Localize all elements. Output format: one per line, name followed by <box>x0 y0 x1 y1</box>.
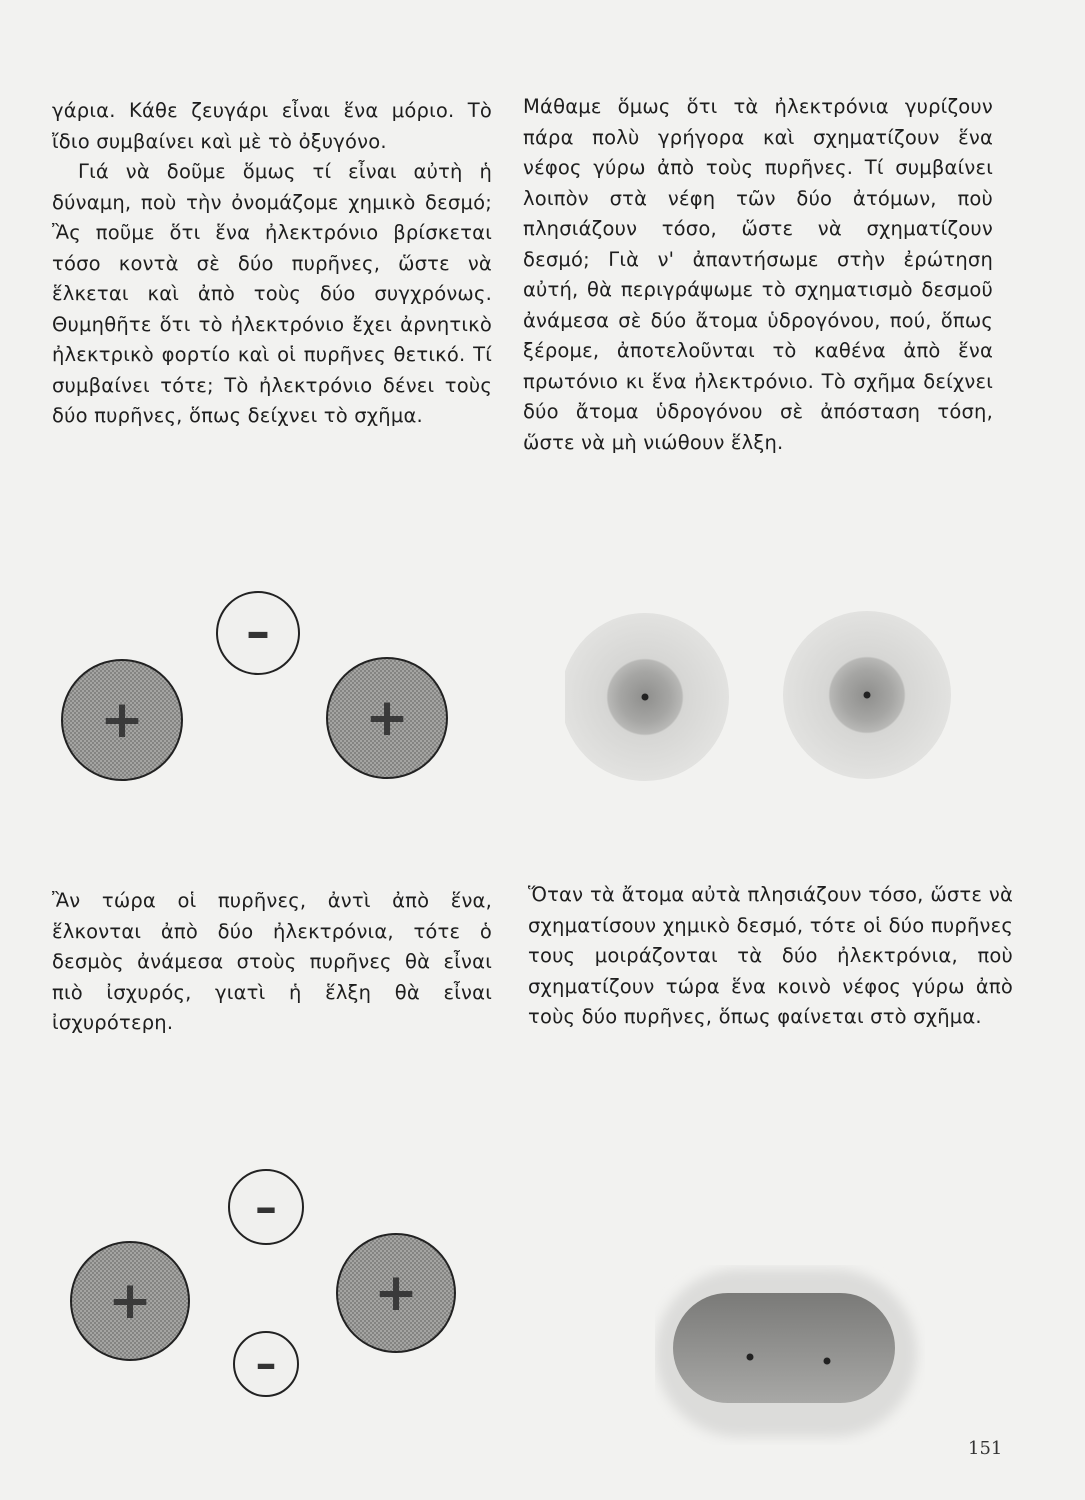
minus-sign: – <box>255 1339 277 1388</box>
paragraph: Γιά νὰ δοῦμε ὅμως τί εἶναι αὐτὴ ἡ δύναμη, ποὺ τὴν ὀνομάζομε χημικὸ δεσμό; Ἂς ποῦμε ὅτι ἕνα ἠλεκτρόνιο βρίσκεται τόσο κοντὰ σὲ δύο πυρῆνες, ὥστε νὰ ἕλκεται καὶ ἀπὸ τοὺς δύο συγχρόνως. Θυμηθῆτε ὅτι τὸ ἠλεκτρόνιο ἔχει ἀρνητικὸ ἠλεκτρικὸ φορτίο καὶ οἱ πυρῆνες θετικό. Τί συμβαίνει τότε; Τὸ ἠλεκτρόνιο δένει τοὺς δύο πυρῆνες, ὅπως δείχνει τὸ σχῆμα. <box>52 160 492 427</box>
plus-sign: + <box>100 690 144 750</box>
minus-sign: – <box>255 1182 277 1233</box>
text-column-right-bottom <box>528 880 1013 1033</box>
hydrogen-atom-right <box>783 611 951 779</box>
electron <box>217 592 299 674</box>
nucleus-dot <box>864 692 871 699</box>
minus-sign: – <box>246 604 270 660</box>
nucleus-dot <box>747 1354 754 1361</box>
nucleus-dot <box>642 694 649 701</box>
nucleus-dot <box>824 1358 831 1365</box>
paragraph: Ἂν τώρα οἱ πυρῆνες, ἀντὶ ἀπὸ ἕνα, ἕλκονται ἀπὸ δύο ἠλεκτρόνια, τότε ὁ δεσμὸς ἀνάμεσα στοὺς πυρῆνες θὰ εἶναι πιὸ ἰσχυρός, γιατὶ ἡ ἕλξη θὰ εἶναι ἰσχυρότερη. <box>52 889 492 1034</box>
electron <box>234 1332 298 1396</box>
electron <box>229 1170 303 1244</box>
text-column-right-top <box>523 92 993 458</box>
paragraph: Μάθαμε ὅμως ὅτι τὰ ἠλεκτρόνια γυρίζουν πάρα πολὺ γρήγορα καὶ σχηματίζουν ἕνα νέφος γύρω ἀπὸ τοὺς πυρῆνες. Τί συμβαίνει λοιπὸν στὰ νέφη τῶν δύο ἀτόμων, ποὺ πλησιάζουν τόσο, ὥστε νὰ σχηματίζουν δεσμό; Γιὰ ν' ἀπαντήσωμε στὴν ἐρώτηση αὐτή, θὰ περιγράψωμε τὸ σχηματισμὸ δεσμοῦ ἀνάμεσα σὲ δύο ἄτομα ὑδρογόνου, πού, ὅπως ξέρομε, ἀποτελοῦνται τὸ καθένα ἀπὸ ἕνα πρωτόνιο κι ἕνα ἠλεκτρόνιο. Τὸ σχῆμα δείχνει δύο ἄτομα ὑδρογόνου σὲ ἀπόσταση τόση, ὥστε νὰ μὴ νιώθουν ἕλξη. <box>523 95 993 454</box>
paragraph: Ὅταν τὰ ἄτομα αὐτὰ πλησιάζουν τόσο, ὥστε νὰ σχηματίσουν χημικὸ δεσμό, τότε οἱ δύο πυρῆνες τους μοιράζονται τὰ δύο ἠλεκτρόνια, ποὺ σχηματίζουν τώρα ἕνα κοινὸ νέφος γύρω ἀπὸ τοὺς δύο πυρῆνες, ὅπως φαίνεται στὸ σχῆμα. <box>528 883 1013 1028</box>
text-column-left-top <box>52 96 492 432</box>
figure-one-electron-bond <box>40 570 480 800</box>
figure-separate-hydrogen-atoms <box>565 600 985 800</box>
plus-sign: + <box>108 1271 152 1331</box>
nucleus-left <box>62 660 182 780</box>
figure-shared-electron-cloud <box>655 1265 925 1445</box>
page-number: 151 <box>968 1438 1003 1459</box>
plus-sign: + <box>374 1263 418 1323</box>
paragraph: γάρια. Κάθε ζευγάρι εἶναι ἕνα μόριο. Τὸ ἴδιο συμβαίνει καὶ μὲ τὸ ὀξυγόνο. <box>52 99 492 153</box>
text-column-left-bottom <box>52 886 492 1039</box>
hydrogen-atom-left <box>565 613 729 781</box>
plus-sign: + <box>365 688 409 748</box>
nucleus-right <box>337 1234 455 1352</box>
nucleus-left <box>71 1242 189 1360</box>
nucleus-right <box>327 658 447 778</box>
figure-two-electron-bond <box>60 1160 480 1400</box>
